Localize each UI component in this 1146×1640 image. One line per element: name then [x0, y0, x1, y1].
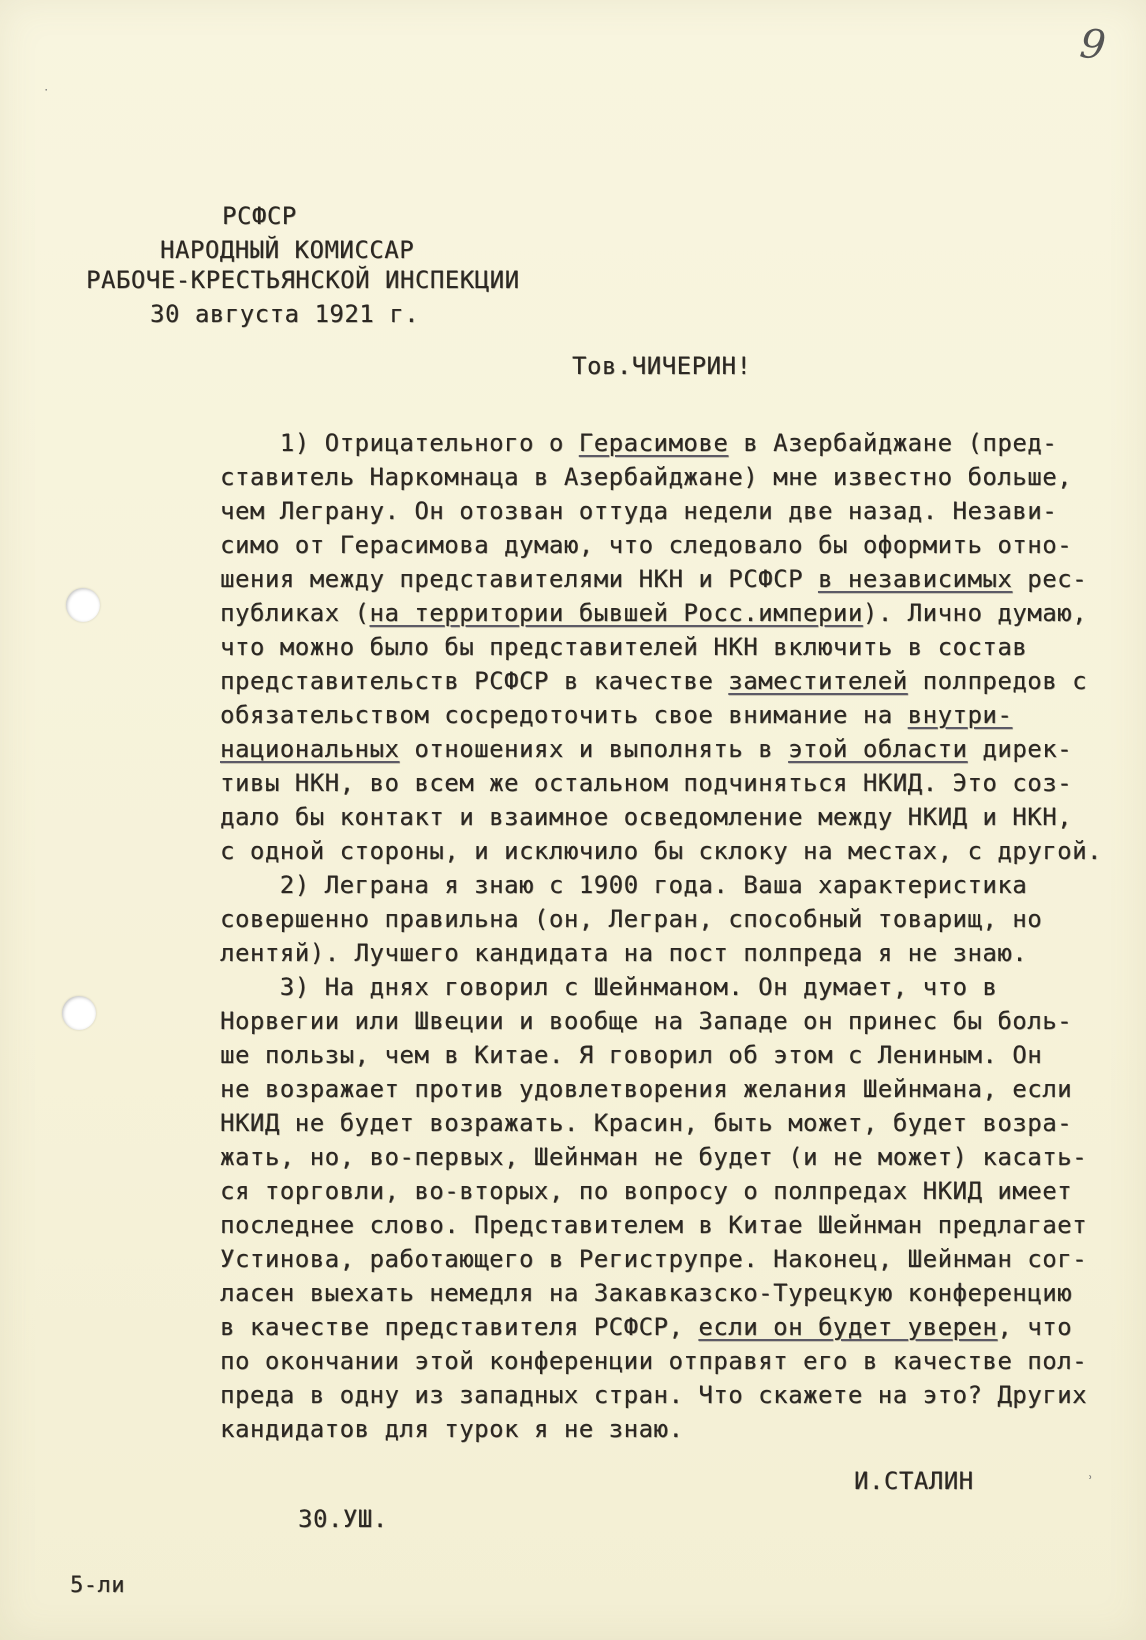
- underlined-phrase: национальных: [220, 735, 400, 763]
- text-segment: тивы НКН, во всем же остальном подчиняться НКИД. Это соз-: [220, 769, 1073, 797]
- body-line: [220, 1276, 1120, 1310]
- binder-hole-top: [66, 588, 100, 622]
- text-segment: кандидатов для турок я не знаю.: [220, 1415, 684, 1443]
- text-segment: ). Лично думаю,: [862, 599, 1088, 627]
- body-line: [220, 460, 1120, 494]
- underlined-phrase: заместителей: [728, 667, 908, 695]
- text-segment: публиках (: [220, 599, 370, 627]
- text-segment: по окончании этой конференции отправят его в качестве пол-: [220, 1347, 1088, 1375]
- text-segment: в качестве представителя РСФСР,: [220, 1313, 699, 1341]
- body-line: [220, 528, 1120, 562]
- text-segment: ласен выехать немедля на Закавказско-Турецкую конференцию: [220, 1279, 1073, 1307]
- body-line: [220, 1208, 1120, 1242]
- text-segment: шения между представителями НКН и РСФСР: [220, 565, 818, 593]
- underlined-phrase: Герасимове: [578, 429, 729, 457]
- header-rsfsr: РСФСР: [222, 202, 297, 230]
- text-segment: 3) На днях говорил с Шейнманом. Он думает, что в: [220, 973, 998, 1001]
- header-inspection: РАБОЧЕ-КРЕСТЬЯНСКОЙ ИНСПЕКЦИИ: [86, 266, 520, 294]
- letter-body: [220, 426, 1120, 1446]
- body-line: [220, 494, 1120, 528]
- body-line: [220, 902, 1120, 936]
- body-line: [220, 1004, 1120, 1038]
- underlined-phrase: в независимых: [817, 565, 1013, 593]
- text-segment: жать, но, во-первых, Шейнман не будет (и не может) касать-: [220, 1143, 1088, 1171]
- text-segment: чем Леграну. Он отозван оттуда недели две назад. Незави-: [220, 497, 1058, 525]
- text-segment: не возражает против удовлетворения желания Шейнмана, если: [220, 1075, 1073, 1103]
- text-segment: с одной стороны, и исключило бы склоку на местах, с другой.: [220, 837, 1103, 865]
- body-line: [220, 1174, 1120, 1208]
- typist-mark: 5-ли: [70, 1573, 125, 1598]
- stray-mark: ʾ: [1086, 1474, 1095, 1490]
- text-segment: дало бы контакт и взаимное осведомление между НКИД и НКН,: [220, 803, 1073, 831]
- body-line: [220, 970, 1120, 1004]
- body-line: [220, 1378, 1120, 1412]
- text-segment: дирек-: [967, 735, 1073, 763]
- text-segment: в Азербайджане (пред-: [728, 429, 1058, 457]
- body-line: [220, 1038, 1120, 1072]
- body-line: [220, 1412, 1120, 1446]
- text-segment: симо от Герасимова думаю, что следовало бы оформить отно-: [220, 531, 1073, 559]
- body-line: [220, 596, 1120, 630]
- body-line: [220, 664, 1120, 698]
- body-line: [220, 1310, 1120, 1344]
- stray-mark: ˙: [42, 88, 51, 104]
- text-segment: лентяй). Лучшего кандидата на пост полпреда я не знаю.: [220, 939, 1028, 967]
- text-segment: ся торговли, во-вторых, по вопросу о полпредах НКИД имеет: [220, 1177, 1073, 1205]
- header-commissar: НАРОДНЫЙ КОМИССАР: [160, 236, 415, 264]
- text-segment: 1) Отрицательного о: [220, 429, 579, 457]
- body-line: [220, 698, 1120, 732]
- body-line: [220, 868, 1120, 902]
- body-line: [220, 1344, 1120, 1378]
- underlined-phrase: этой области: [788, 735, 968, 763]
- text-segment: полпредов с: [907, 667, 1088, 695]
- body-line: [220, 732, 1120, 766]
- header-date: 30 августа 1921 г.: [150, 300, 420, 328]
- underlined-phrase: если он будет уверен: [698, 1313, 998, 1341]
- body-line: [220, 766, 1120, 800]
- text-segment: последнее слово. Представителем в Китае Шейнман предлагает: [220, 1211, 1088, 1239]
- body-line: [220, 936, 1120, 970]
- signature: И.СТАЛИН: [854, 1467, 974, 1495]
- text-segment: НКИД не будет возражать. Красин, быть может, будет возра-: [220, 1109, 1073, 1137]
- text-segment: ше пользы, чем в Китае. Я говорил об этом с Лениным. Он: [220, 1041, 1043, 1069]
- body-line: [220, 426, 1120, 460]
- underlined-phrase: внутри-: [907, 701, 1013, 729]
- body-line: [220, 630, 1120, 664]
- body-line: [220, 1106, 1120, 1140]
- text-segment: преда в одну из западных стран. Что скажете на это? Других: [220, 1381, 1088, 1409]
- body-line: [220, 834, 1120, 868]
- text-segment: отношениях и выполнять в: [399, 735, 789, 763]
- underlined-phrase: на территории бывшей Росс.империи: [369, 599, 863, 627]
- text-segment: Устинова, работающего в Региструпре. Наконец, Шейнман сог-: [220, 1245, 1088, 1273]
- text-segment: рес-: [1012, 565, 1088, 593]
- text-segment: Норвегии или Швеции и вообще на Западе он принес бы боль-: [220, 1007, 1073, 1035]
- greeting: Тов.ЧИЧЕРИН!: [572, 352, 752, 380]
- text-segment: что можно было бы представителей НКН включить в состав: [220, 633, 1028, 661]
- short-date: 30.УШ.: [298, 1505, 388, 1533]
- text-segment: совершенно правильна (он, Легран, способный товарищ, но: [220, 905, 1043, 933]
- handwritten-page-number: 9: [1077, 20, 1108, 70]
- text-segment: обязательством сосредоточить свое внимание на: [220, 701, 908, 729]
- text-segment: ставитель Наркомнаца в Азербайджане) мне известно больше,: [220, 463, 1073, 491]
- body-line: [220, 1242, 1120, 1276]
- body-line: [220, 562, 1120, 596]
- text-segment: 2) Леграна я знаю с 1900 года. Ваша характеристика: [220, 871, 1028, 899]
- body-line: [220, 1072, 1120, 1106]
- body-line: [220, 800, 1120, 834]
- text-segment: представительств РСФСР в качестве: [220, 667, 729, 695]
- text-segment: , что: [997, 1313, 1073, 1341]
- binder-hole-bottom: [62, 996, 96, 1030]
- body-line: [220, 1140, 1120, 1174]
